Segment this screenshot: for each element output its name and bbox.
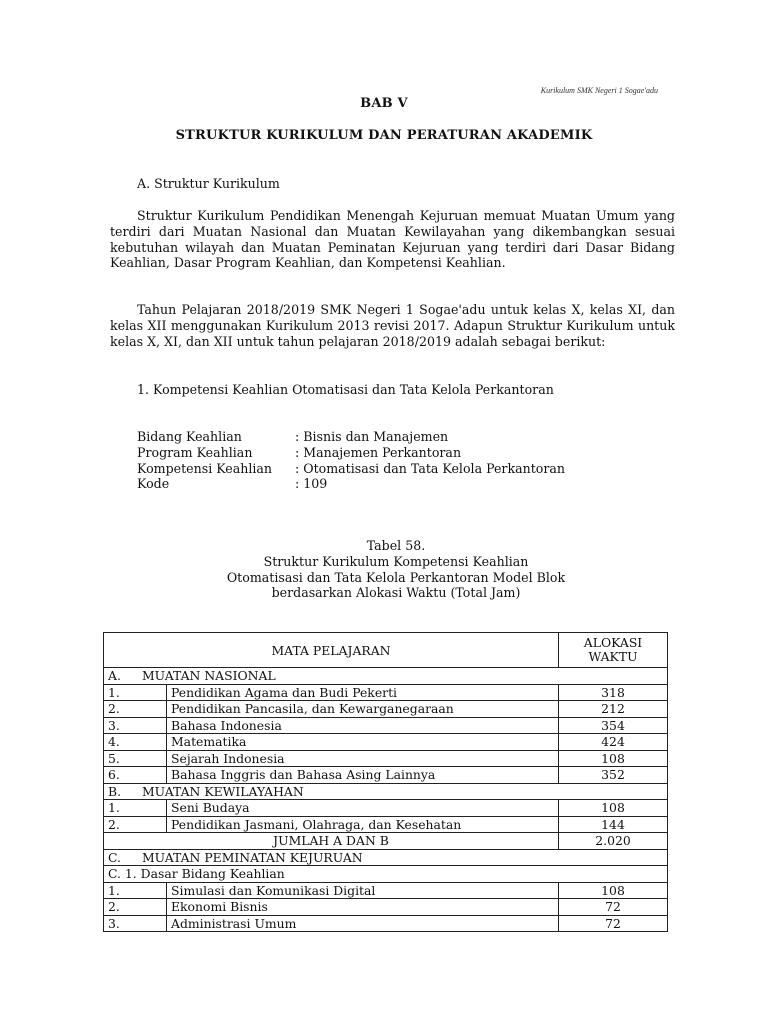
paragraph-1: Struktur Kurikulum Pendidikan Menengah Kejuruan memuat Muatan Umum yang terdiri dari Muatan Nasional dan Muatan Kewilayahan yang dikembangkan sesuai kebutuhan wilayah dan Muatan Peminatan Kejuruan yang terdiri dari Dasar Bidang Keahlian, Dasar Program Keahlian, dan Kompetensi Keahlian. [110,208,675,271]
total-value: 2.020 [559,833,668,850]
group-code: B. [108,783,122,799]
table-row [104,816,668,833]
group-row [104,783,668,800]
row-value: 72 [559,899,668,916]
group-label: MUATAN NASIONAL [142,668,276,684]
row-value: 424 [559,734,668,751]
row-subject: Matematika [167,734,559,751]
row-subject: Sejarah Indonesia [167,750,559,767]
group-label: MUATAN PEMINATAN KEJURUAN [142,849,363,865]
group-a-heading [104,668,668,685]
row-subject: Simulasi dan Komunikasi Digital [167,882,559,899]
table-row [104,717,668,734]
chapter-number: BAB V [360,96,408,111]
caption-line: berdasarkan Alokasi Waktu (Total Jam) [271,585,521,601]
info-row [137,461,565,477]
row-subject: Bahasa Indonesia [167,717,559,734]
row-value: 144 [559,816,668,833]
table-row [104,882,668,899]
row-value: 72 [559,915,668,932]
group-c-heading [104,849,668,866]
header-allocation-line: ALOKASI [583,635,643,650]
row-value: 352 [559,767,668,784]
info-value: : Otomatisasi dan Tata Kelola Perkantoran [295,460,565,476]
total-row [104,833,668,850]
caption-line: Otomatisasi dan Tata Kelola Perkantoran Model Blok [226,569,566,585]
info-label: Kompetensi Keahlian [137,460,273,476]
curriculum-table [103,632,668,932]
row-number: 1. [104,684,167,701]
row-subject: Seni Budaya [167,800,559,817]
row-number: 1. [104,800,167,817]
row-number: 6. [104,767,167,784]
row-value: 212 [559,701,668,718]
table-row [104,800,668,817]
row-subject: Ekonomi Bisnis [167,899,559,916]
group-c1-heading: C. 1. Dasar Bidang Keahlian [104,866,668,883]
table-row [104,734,668,751]
row-value: 108 [559,882,668,899]
running-header: Kurikulum SMK Negeri 1 Sogae'adu [540,86,658,95]
row-number: 3. [104,915,167,932]
group-label: MUATAN KEWILAYAHAN [142,783,304,799]
competency-item: 1. Kompetensi Keahlian Otomatisasi dan Tata Kelola Perkantoran [137,382,554,397]
competency-info [137,429,565,492]
header-subject: MATA PELAJARAN [104,633,559,668]
row-number: 5. [104,750,167,767]
header-allocation [559,633,668,668]
table-row [104,899,668,916]
group-row [104,849,668,866]
table-row [104,684,668,701]
info-row [137,476,565,492]
info-value: : 109 [295,476,328,492]
group-code: A. [108,668,121,684]
table-row [104,915,668,932]
table-caption [0,538,768,601]
row-value: 318 [559,684,668,701]
row-subject: Pendidikan Agama dan Budi Pekerti [167,684,559,701]
row-number: 2. [104,701,167,718]
row-number: 2. [104,816,167,833]
row-subject: Pendidikan Pancasila, dan Kewarganegaraan [167,701,559,718]
row-subject: Administrasi Umum [167,915,559,932]
row-number: 4. [104,734,167,751]
chapter-title: STRUKTUR KURIKULUM DAN PERATURAN AKADEMIK [175,128,593,143]
caption-line: Tabel 58. [366,538,426,553]
section-heading: A. Struktur Kurikulum [137,176,280,191]
table-row [104,767,668,784]
group-code: C. [108,849,121,865]
info-value: : Bisnis dan Manajemen [295,429,449,444]
info-row [137,445,565,461]
group-row [104,668,668,685]
row-value: 108 [559,800,668,817]
info-row [137,429,565,445]
header-allocation-line: WAKTU [588,649,638,664]
info-label: Program Keahlian [137,444,253,460]
table-row [104,750,668,767]
row-value: 354 [559,717,668,734]
subgroup-row [104,866,668,883]
paragraph-2: Tahun Pelajaran 2018/2019 SMK Negeri 1 Sogae'adu untuk kelas X, kelas XI, dan kelas XII menggunakan Kurikulum 2013 revisi 2017. Adapun Struktur Kurikulum untuk kelas X, XI, dan XII untuk tahun pelajaran 2018/2019 adalah sebagai berikut: [110,302,675,349]
table-row [104,701,668,718]
row-subject: Bahasa Inggris dan Bahasa Asing Lainnya [167,767,559,784]
info-label: Kode [137,476,170,492]
total-label: JUMLAH A DAN B [104,833,559,850]
group-b-heading [104,783,668,800]
info-value: : Manajemen Perkantoran [295,444,462,460]
row-subject: Pendidikan Jasmani, Olahraga, dan Kesehatan [167,816,559,833]
row-number: 1. [104,882,167,899]
caption-line: Struktur Kurikulum Kompetensi Keahlian [263,553,529,569]
table-header-row [104,633,668,668]
row-number: 2. [104,899,167,916]
row-value: 108 [559,750,668,767]
row-number: 3. [104,717,167,734]
info-label: Bidang Keahlian [137,429,242,444]
